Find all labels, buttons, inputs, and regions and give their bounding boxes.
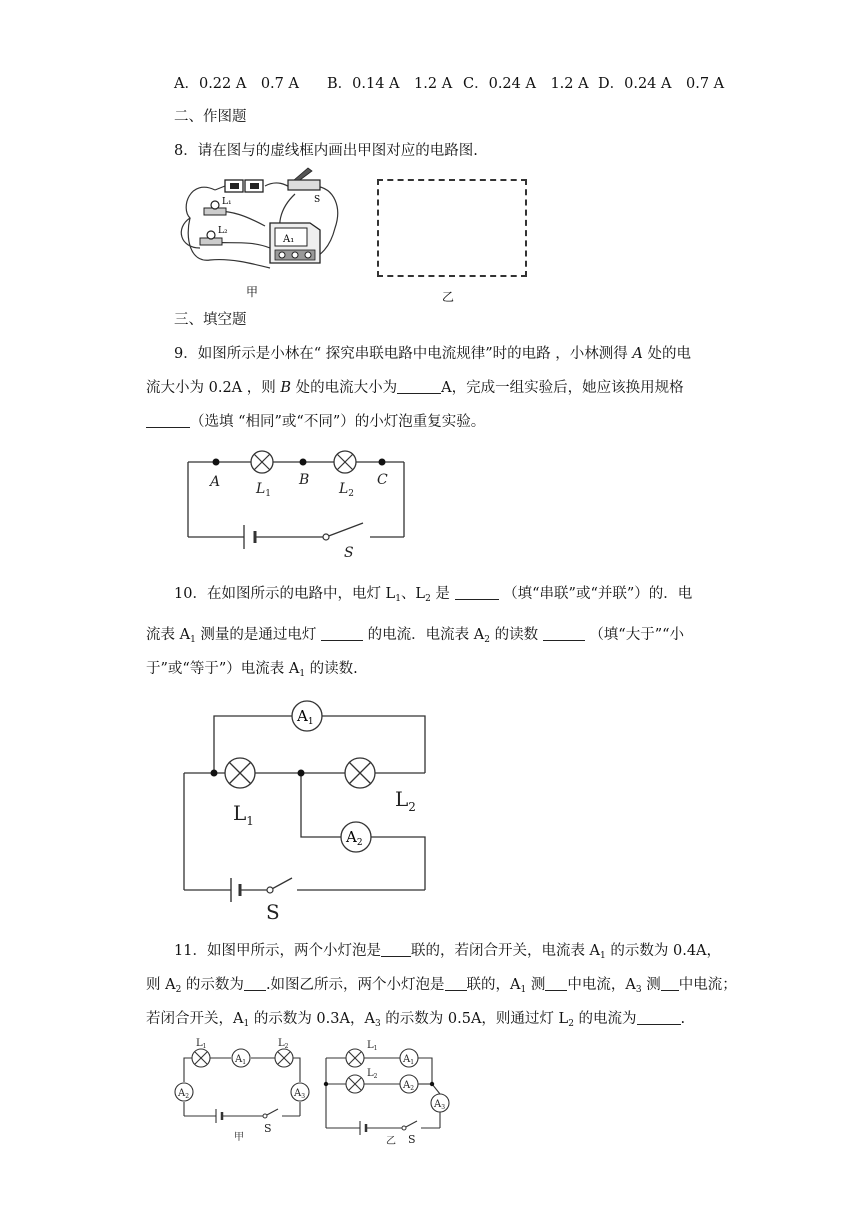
q9-l1-label: $L_1$ — [256, 481, 272, 499]
q11b-a2-label: $A_2$ — [403, 1080, 415, 1092]
q10-lamp-l1 — [225, 758, 255, 788]
q11-blank-2[interactable] — [244, 975, 266, 991]
q11b-a1-label: $A_1$ — [403, 1054, 415, 1066]
q11-blank-4[interactable] — [545, 975, 567, 991]
section-title-fill-blank: 三、填空题 — [174, 312, 247, 328]
q8-ammeter-label: A₁ — [283, 234, 295, 245]
question-8-text: 8．请在图与的虚线框内画出甲图对应的电路图. — [174, 143, 478, 159]
question-9-line-2: 流大小为 0.2A ，则 B 处的电流大小为 A，完成一组实验后，她应该换用规格 — [146, 380, 684, 396]
q11a-caption: 甲 — [234, 1132, 244, 1143]
q9-point-b-label: B — [299, 472, 310, 488]
q11a-switch-label: S — [264, 1122, 272, 1135]
q8-switch-label: S — [314, 195, 321, 205]
question-11-line-1: 11．如图甲所示，两个小灯泡是 联的，若闭合开关，电流表 $A_1$ 的示数为 0.4A， — [174, 943, 722, 961]
svg-text:A2: $A_2$ — [346, 828, 363, 848]
q10-lamp-l2 — [345, 758, 375, 788]
q11-series-circuit-figure — [170, 1036, 320, 1146]
q11-blank-1[interactable] — [381, 941, 411, 957]
q8-left-caption: 甲 — [246, 285, 259, 299]
q9-blank-2[interactable] — [146, 412, 190, 428]
q9-point-c-label: C — [377, 472, 388, 488]
q8-physical-circuit-figure — [170, 168, 350, 298]
q10-blank-3[interactable] — [543, 625, 585, 641]
q11a-l1-label: $L_1$ — [196, 1038, 207, 1050]
q10-parallel-circuit-figure — [180, 700, 430, 930]
svg-text:A1: $A_1$ — [297, 707, 314, 727]
question-11-line-2: 则 $A_2$ 的示数为 .如图乙所示，两个小灯泡是 联的，$A_1$ 测 中电流，$A_3$ 测 中电流； — [146, 977, 737, 995]
q8-right-caption: 乙 — [442, 290, 455, 304]
q11b-switch-label: S — [408, 1133, 416, 1146]
q8-answer-box[interactable] — [377, 179, 527, 277]
q9-lamp-l1 — [251, 451, 273, 473]
q10-ammeter-a2 — [341, 822, 371, 852]
q9-series-circuit-figure — [186, 445, 408, 565]
q11a-a3-label: $A_3$ — [294, 1088, 306, 1100]
q9-switch-label: S — [344, 545, 354, 561]
option-d: D．0.24 A 0.7 A — [598, 76, 725, 92]
q11b-l1-label: $L_1$ — [367, 1040, 378, 1052]
question-10-line-1: 10．在如图所示的电路中，电灯 $L_1$、$L_2$ 是 （填“串联”或“并联”）的．电 — [174, 586, 693, 604]
q11a-a2-label: $A_2$ — [178, 1088, 190, 1100]
q11-blank-3[interactable] — [445, 975, 467, 991]
q9-l2-label: $L_2$ — [339, 481, 355, 499]
q10-l1-label: $L_1$ — [233, 801, 254, 828]
q8-l2-label: L₂ — [218, 226, 228, 236]
q11-blank-5[interactable] — [661, 975, 679, 991]
q9-point-a-label: A — [210, 474, 221, 490]
q11-parallel-circuit-figure — [320, 1036, 460, 1146]
option-c: C．0.24 A 1.2 A — [463, 76, 589, 92]
option-a: A．0.22 A 0.7 A — [174, 76, 299, 92]
q8-l1-label: L₁ — [222, 197, 232, 207]
question-9-line-1: 9．如图所示是小林在“ 探究串联电路中电流规律”时的电路 ，小林测得 A 处的电 — [174, 346, 691, 362]
q11b-a3-label: $A_3$ — [434, 1099, 446, 1111]
question-10-line-2: 流表 $A_1$ 测量的是通过电灯 的电流．电流表 $A_2$ 的读数 （填“大于”“小 — [146, 627, 685, 645]
question-9-line-3: （选填 “相同”或“不同”）的小灯泡重复实验。 — [146, 412, 485, 432]
section-title-drawing: 二、作图题 — [174, 109, 247, 125]
q10-ammeter-a1 — [292, 701, 322, 731]
q11a-l2-label: $L_2$ — [278, 1038, 289, 1050]
q11b-caption: 乙 — [386, 1136, 396, 1147]
q9-blank-1[interactable] — [397, 378, 441, 394]
q11a-a1-label: $A_1$ — [235, 1054, 247, 1066]
q9-lamp-l2 — [334, 451, 356, 473]
q10-switch-label: S — [266, 900, 280, 924]
q10-blank-1[interactable] — [455, 584, 499, 600]
question-10-line-3: 于”或“等于”）电流表 $A_1$ 的读数. — [146, 661, 358, 679]
option-b: B．0.14 A 1.2 A — [327, 76, 453, 92]
q11b-l2-label: $L_2$ — [367, 1068, 378, 1080]
question-11-line-3: 若闭合开关，$A_1$ 的示数为 0.3A，$A_3$ 的示数为 0.5A，则通过灯 $L_2$ 的电流为 . — [146, 1011, 686, 1029]
q10-l2-label: $L_2$ — [395, 787, 416, 814]
q11-blank-6[interactable] — [637, 1009, 681, 1025]
q10-blank-2[interactable] — [321, 625, 363, 641]
